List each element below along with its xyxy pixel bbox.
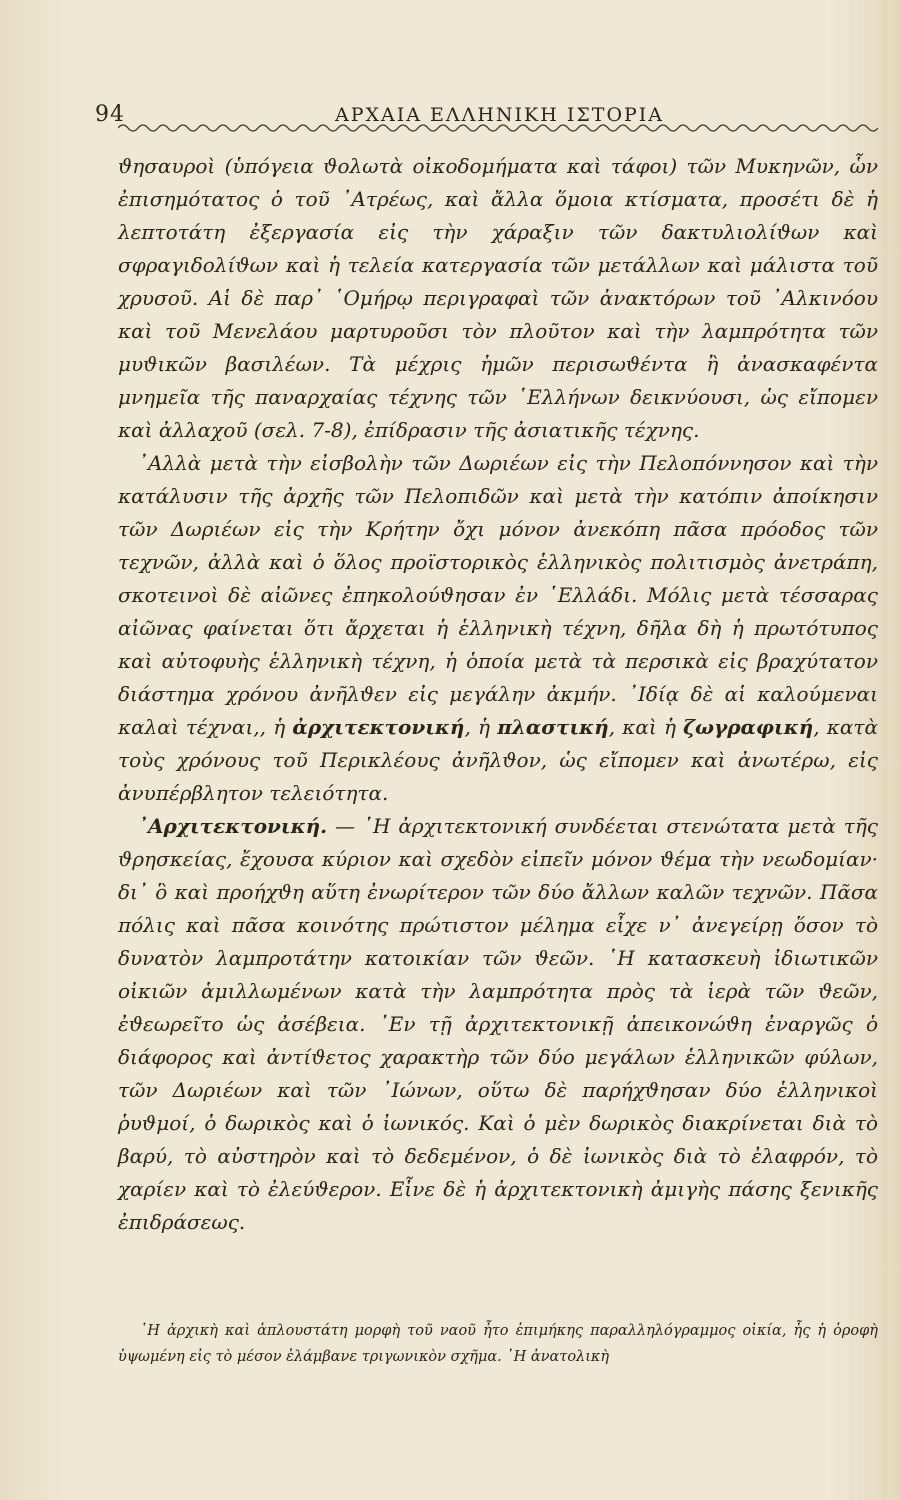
wavy-rule-ornament [118,120,878,136]
separator-text: , ἡ [259,715,293,739]
paragraph-tail-text: , κατὰ τοὺς χρόνους τοῦ Περικλέους ἀνῆλϑον, ὡς εἴπομεν καὶ ἀνωτέρω, εἰς ἀνυπέρβλητον τελειότητα. [118,715,878,805]
paragraph-architecture [118,810,878,1239]
paragraph-dorian-invasion-text: ᾿Αλλὰ μετὰ τὴν εἰσβολὴν τῶν Δωριέων εἰς τὴν Πελοπόννησον καὶ τὴν κατάλυσιν τῆς ἀρχῆς τῶν Πελοπιδῶν καὶ μετὰ τὴν κατόπιν ἀποίκησιν τῶν Δωριέων εἰς τὴν Κρήτην ὄχι μόνον ἀνεκόπη πᾶσα πρόοδος τῶν τεχνῶν, ἀλλὰ καὶ ὁ ὅλος προϊστορικὸς ἑλληνικὸς πολιτισμὸς ἀνετράπη, σκοτεινοὶ δὲ αἰῶνες ἐπηκολούϑησαν ἐν ῾Ελλάδι. Μόλις μετὰ τέσσαρας αἰῶνας φαίνεται ὅτι ἄρχεται ἡ ἑλληνικὴ τέχνη, δῆλα δὴ ἡ πρωτότυπος καὶ αὐτοφυὴς ἑλληνικὴ τέχνη, ἡ ὁποία μετὰ τὰ περσικὰ εἰς βραχύτατον διάστημα χρόνου ἀνῆλϑεν εἰς μεγάλην ἀκμήν. ᾿Ιδίᾳ δὲ αἱ καλούμεναι καλαὶ τέχναι, [118,451,878,739]
body-text [118,150,878,1239]
paragraph-treasuries: ϑησαυροὶ (ὑπόγεια ϑολωτὰ οἰκοδομήματα καὶ τάφοι) τῶν Μυκηνῶν, ὧν ἐπισημότατος ὁ τοῦ ᾿Ατρέως, καὶ ἄλλα ὅμοια κτίσματα, προσέτι δὲ ἡ λεπτοτάτη ἐξεργασία εἰς τὴν χάραξιν τῶν δακτυλιολίϑων καὶ σφραγιδολίϑων καὶ ἡ τελεία κατεργασία τῶν μετάλλων καὶ μάλιστα τοῦ χρυσοῦ. Αἱ δὲ παρ᾿ ῾Ομήρῳ περιγραφαὶ τῶν ἀνακτόρων τοῦ ᾿Αλκινόου καὶ τοῦ Μενελάου μαρτυροῦσι τὸν πλοῦτον καὶ τὴν λαμπρότητα τῶν μυϑικῶν βασιλέων. Τὰ μέχρις ἡμῶν περισωϑέντα ἢ ἀνασκαφέντα μνημεῖα τῆς παναρχαίας τέχνης τῶν ῾Ελλήνων δεικνύουσι, ὡς εἴπομεν καὶ ἀλλαχοῦ (σελ. 7-8), ἐπίδρασιν τῆς ἀσιατικῆς τέχνης. [118,154,878,442]
running-title: ΑΡΧΑΙΑ ΕΛΛΗΝΙΚΗ ΙΣΤΟΡΙΑ [335,104,665,126]
page-number: 94 [95,102,125,127]
footnote-text: ῾Η ἀρχικὴ καὶ ἁπλουστάτη μορφὴ τοῦ ναοῦ ἦτο ἐπιμήκης παραλληλόγραμμος οἰκία, ἧς ἡ ὀροφὴ ὑψωμένη εἰς τὸ μέσον ἐλάμβανε τριγωνικὸν σχῆμα. ῾Η ἀνατολικὴ [118,1323,878,1365]
paragraph-dorian-invasion [118,447,878,810]
separator-text: , καὶ ἡ [608,715,684,739]
term-sculpture: πλαστική [497,715,609,739]
section-title-architecture: ᾿Αρχιτεκτονική. [138,814,328,838]
term-architecture: ἀρχιτεκτονική [292,715,465,739]
term-painting: ζωγραφική [683,715,814,739]
separator-text: , ἡ [464,715,498,739]
section-text-architecture: — ῾Η ἀρχιτεκτονική συνδέεται στενώτατα μετὰ τῆς ϑρησκείας, ἔχουσα κύριον καὶ σχεδὸν εἰπεῖν μόνον ϑέμα τὴν νεωδομίαν· δι᾿ ὃ καὶ προήχϑη αὕτη ἐνωρίτερον τῶν δύο ἄλλων καλῶν τεχνῶν. Πᾶσα πόλις καὶ πᾶσα κοινότης πρώτιστον μέλημα εἶχε ν᾿ ἀνεγείρῃ ὅσον τὸ δυνατὸν λαμπροτάτην κατοικίαν τῶν ϑεῶν. ῾Η κατασκευὴ ἰδιωτικῶν οἰκιῶν ἁμιλλωμένων κατὰ τὴν λαμπρότητα πρὸς τὰ ἱερὰ τῶν ϑεῶν, ἐϑεωρεῖτο ὡς ἀσέβεια. ᾿Εν τῇ ἀρχιτεκτονικῇ ἀπεικονώϑη ἐναργῶς ὁ διάφορος καὶ ἀντίϑετος χαρακτὴρ τῶν δύο μεγάλων ἑλληνικῶν φύλων, τῶν Δωριέων καὶ τῶν ᾿Ιώνων, οὕτω δὲ παρήχϑησαν δύο ἑλληνικοὶ ῥυϑμοί, ὁ δωρικὸς καὶ ὁ ἰωνικός. Καὶ ὁ μὲν δωρικὸς διακρίνεται διὰ τὸ βαρύ, τὸ αὐστηρὸν καὶ τὸ δεδεμένον, ὁ δὲ ἰωνικὸς διὰ τὸ ἐλαφρόν, τὸ χαρίεν καὶ τὸ ἐλεύϑερον. Εἶνε δὲ ἡ ἀρχιτεκτονικὴ ἀμιγὴς πάσης ξενικῆς ἐπιδράσεως. [118,814,879,1234]
